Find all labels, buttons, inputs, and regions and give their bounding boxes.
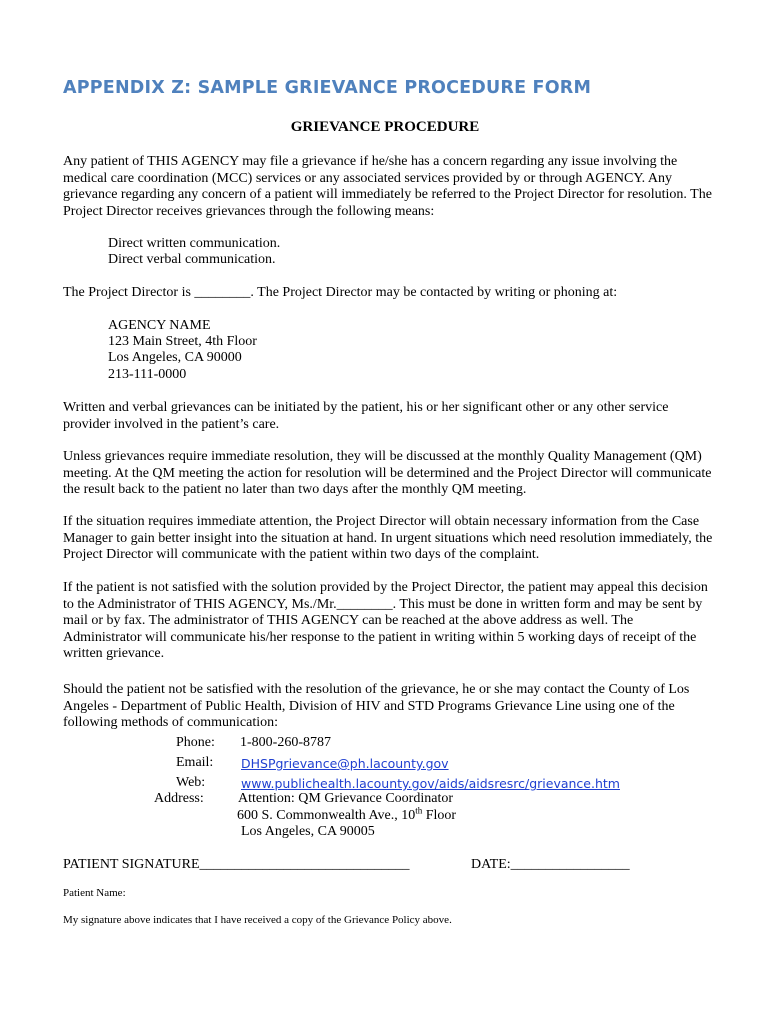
address-line-2-end: Floor <box>422 808 457 823</box>
means-item-written: Direct written communication. <box>108 236 281 251</box>
phone-label: Phone: <box>176 735 215 750</box>
agency-name: AGENCY NAME <box>108 318 211 333</box>
address-label: Address: <box>154 791 204 806</box>
appendix-heading: APPENDIX Z: SAMPLE GRIEVANCE PROCEDURE FORM <box>63 78 592 98</box>
initiated-paragraph: Written and verbal grievances can be initiated by the patient, his or her significant other or any other service provider involved in the patient’s care. <box>63 400 669 432</box>
email-link[interactable]: DHSPgrievance@ph.lacounty.gov <box>241 756 449 771</box>
email-label: Email: <box>176 755 214 770</box>
web-label: Web: <box>176 775 206 790</box>
address-line-2 <box>237 805 457 824</box>
agency-street: 123 Main Street, 4th Floor <box>108 334 257 349</box>
address-line-2-sup: th <box>415 805 423 816</box>
address-line-3: Los Angeles, CA 90005 <box>241 824 375 839</box>
date-field[interactable]: DATE:_________________ <box>471 857 630 872</box>
address-line-1: Attention: QM Grievance Coordinator <box>238 791 454 806</box>
immediate-paragraph: If the situation requires immediate attention, the Project Director will obtain necessary information from the Case Manager to gain better insight into the situation at hand. In urgent situations which need resolution immediately, the Project Director will communicate with the patient within two days of the complaint. <box>63 514 713 562</box>
agency-phone: 213-111-0000 <box>108 367 187 382</box>
qm-paragraph: Unless grievances require immediate resolution, they will be discussed at the monthly Quality Management (QM) meeting. At the QM meeting the action for resolution will be determined and the Project Director will communicate the result back to the patient no later than two days after the monthly QM meeting. <box>63 449 712 497</box>
county-paragraph: Should the patient not be satisfied with the resolution of the grievance, he or she may contact the County of Los Angeles - Department of Public Health, Division of HIV and STD Programs Grievance Line using one of the following methods of communication: <box>63 682 690 730</box>
intro-paragraph: Any patient of THIS AGENCY may file a grievance if he/she has a concern regarding any issue involving the medical care coordination (MCC) services or any associated services provided by or through AGENCY. Any grievance regarding any concern of a patient will immediately be referred to the Project Director for resolution. The Project Director receives grievances through the following means: <box>63 154 712 219</box>
patient-name-label: Patient Name: <box>63 887 126 899</box>
acknowledgement-text: My signature above indicates that I have received a copy of the Grievance Policy above. <box>63 914 452 926</box>
patient-signature-field[interactable]: PATIENT SIGNATURE______________________________ <box>63 857 410 872</box>
director-line: The Project Director is ________. The Project Director may be contacted by writing or phoning at: <box>63 285 618 300</box>
appeal-paragraph: If the patient is not satisfied with the solution provided by the Project Director, the patient may appeal this decision to the Administrator of THIS AGENCY, Ms./Mr.________. This must be done in written form and may be sent by mail or by fax. The administrator of THIS AGENCY can be reached at the above address as well. The Administrator will communicate his/her response to the patient in writing within 5 working days of receipt of the written grievance. <box>63 580 708 661</box>
county-phone: 1-800-260-8787 <box>240 735 331 750</box>
means-item-verbal: Direct verbal communication. <box>108 252 276 267</box>
section-title: GRIEVANCE PROCEDURE <box>290 119 480 135</box>
web-link[interactable]: www.publichealth.lacounty.gov/aids/aidsresrc/grievance.htm <box>241 776 620 791</box>
address-line-2-main: 600 S. Commonwealth Ave., 10 <box>237 808 416 823</box>
agency-city: Los Angeles, CA 90000 <box>108 350 242 365</box>
